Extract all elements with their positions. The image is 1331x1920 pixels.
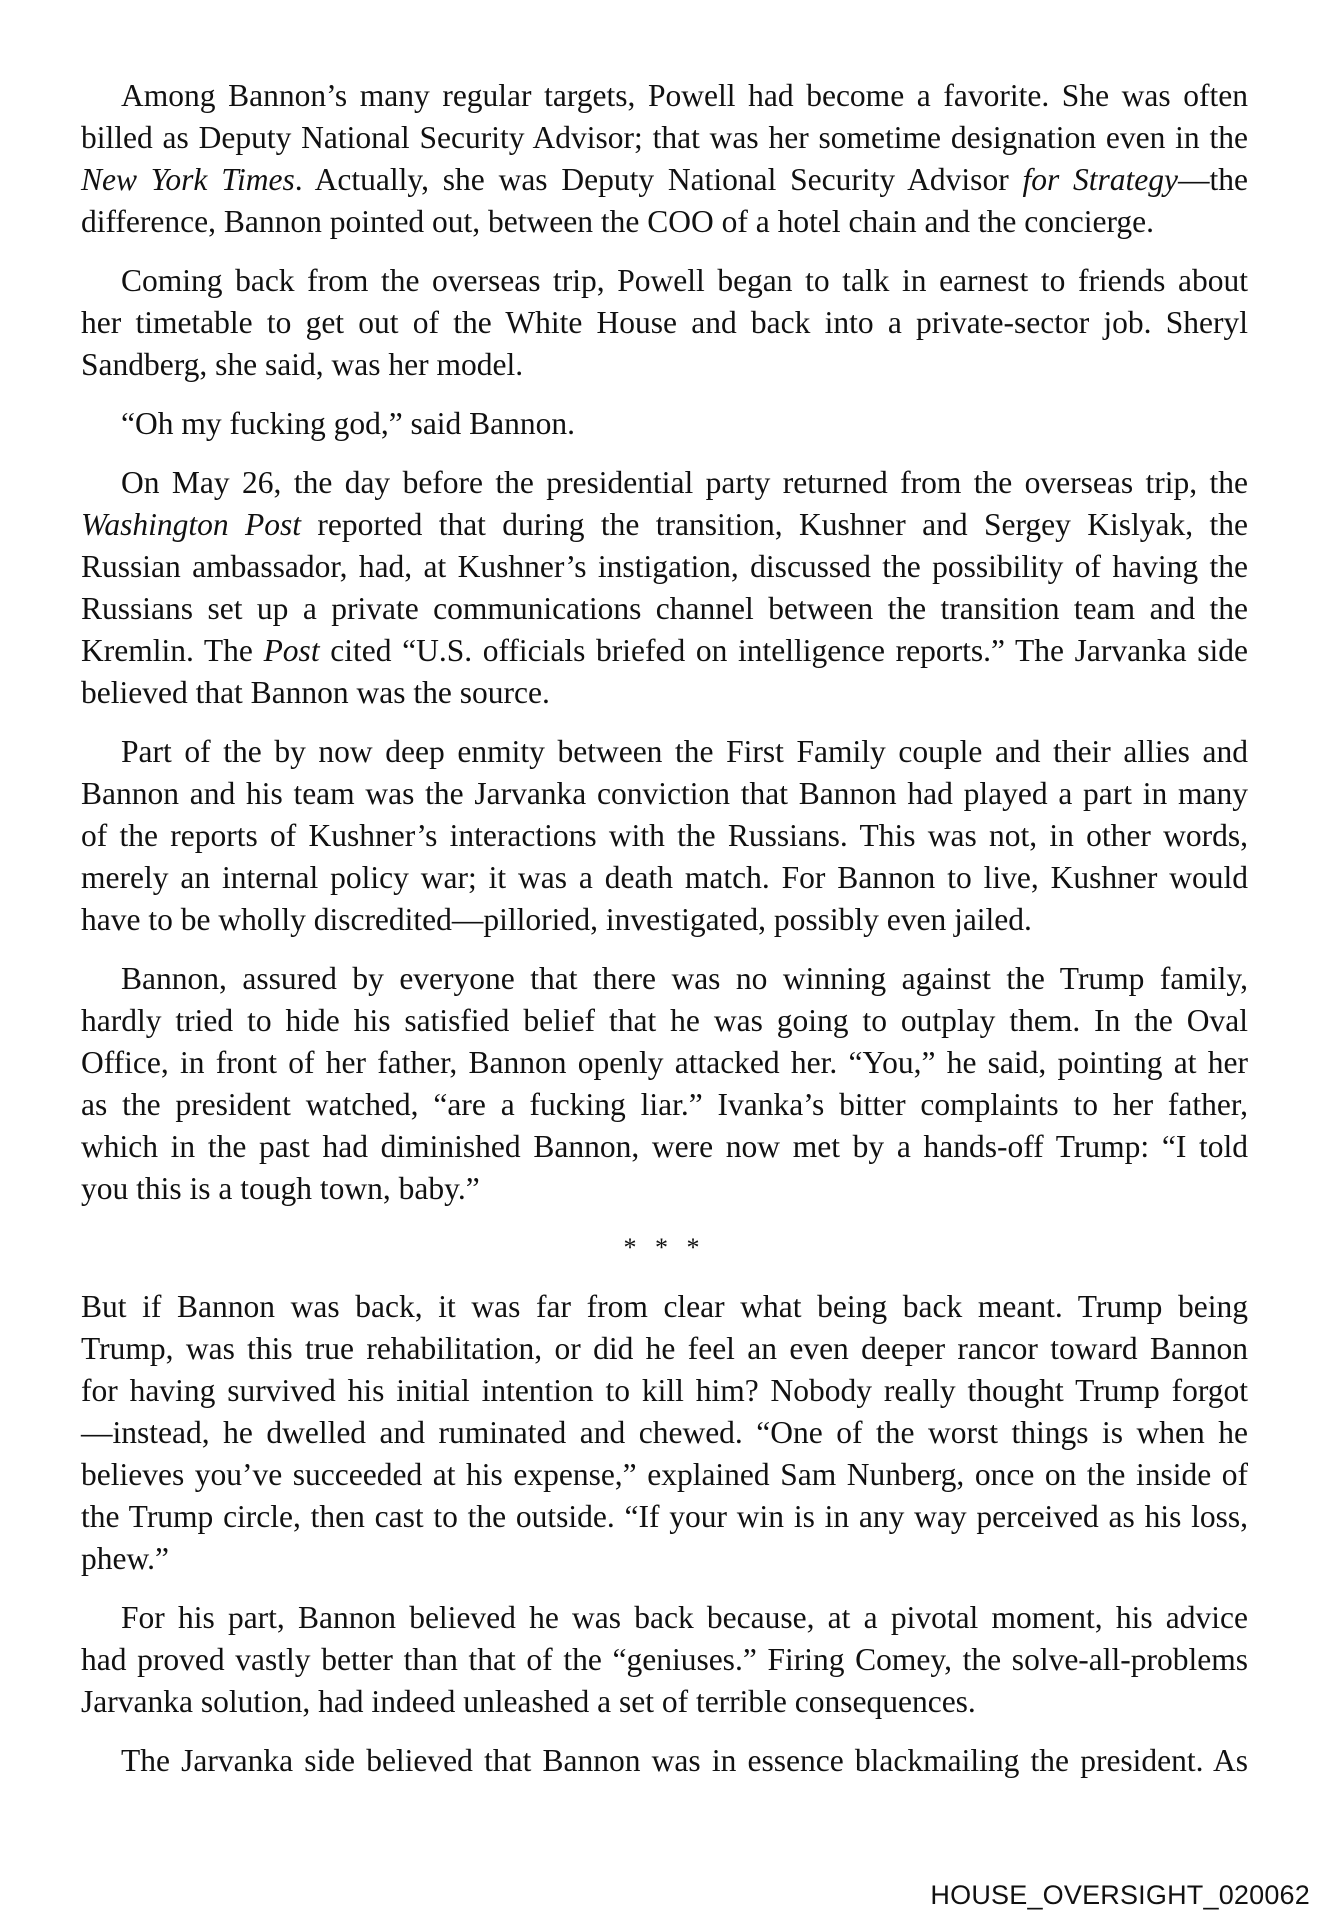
text-line [81,588,1248,630]
text-line [81,504,1248,546]
text-run: Bannon and his team was the Jarvanka conviction that Bannon had played a part in many [81,776,1248,811]
text-run: Among Bannon’s many regular targets, Powell had become a favorite. She was often [121,78,1248,113]
text-line [81,1639,1248,1681]
text-line [81,731,1248,773]
text-line [81,1597,1248,1639]
text-run: cited “U.S. officials briefed on intelligence reports.” The Jarvanka side [319,633,1248,668]
text-run: Jarvanka solution, had indeed unleashed a set of terrible consequences. [81,1684,976,1719]
text-run: merely an internal policy war; it was a death match. For Bannon to live, Kushner would [81,860,1248,895]
text-run: Bannon, assured by everyone that there was no winning against the Trump family, [121,961,1248,996]
italic-title: Washington Post [81,507,301,542]
text-line [81,1042,1248,1084]
text-line [81,1412,1248,1454]
text-line [81,1681,1248,1723]
italic-title: Post [263,633,320,668]
bates-number-footer: HOUSE_OVERSIGHT_020062 [930,1880,1310,1910]
text-line [81,344,1248,386]
text-run: had proved vastly better than that of the “geniuses.” Firing Comey, the solve-all-problems [81,1642,1248,1677]
text-run: The Jarvanka side believed that Bannon was in essence blackmailing the president. As [121,1743,1248,1778]
text-line [81,857,1248,899]
text-line [81,117,1248,159]
paragraph [81,1597,1248,1723]
paragraph [81,1740,1248,1782]
text-line [81,899,1248,941]
text-run: for having survived his initial intention to kill him? Nobody really thought Trump forgot [81,1373,1248,1408]
text-line [81,773,1248,815]
paragraph [81,1286,1248,1580]
text-run: billed as Deputy National Security Advisor; that was her sometime designation even in the [81,120,1248,155]
text-run: as the president watched, “are a fucking liar.” Ivanka’s bitter complaints to her father, [81,1087,1248,1122]
paragraph [81,403,1248,445]
text-line [81,1496,1248,1538]
text-run: Russian ambassador, had, at Kushner’s instigation, discussed the possibility of having the [81,549,1248,584]
text-line [81,546,1248,588]
text-line [81,1328,1248,1370]
text-line [81,958,1248,1000]
paragraph [81,462,1248,714]
text-run: believed that Bannon was the source. [81,675,550,710]
text-line [81,1000,1248,1042]
text-run: But if Bannon was back, it was far from clear what being back meant. Trump being [81,1289,1248,1324]
text-line [81,630,1248,672]
text-run: which in the past had diminished Bannon, were now met by a hands-off Trump: “I told [81,1129,1248,1164]
text-line [81,403,1248,445]
text-line [81,1084,1248,1126]
section-before-break [81,75,1248,1210]
section-after-break [81,1286,1248,1782]
text-run: her timetable to get out of the White House and back into a private-sector job. Sheryl [81,305,1248,340]
paragraph [81,260,1248,386]
text-line [81,1454,1248,1496]
text-line [81,672,1248,714]
italic-title: New York Times [81,162,295,197]
text-run: have to be wholly discredited—pilloried, investigated, possibly even jailed. [81,902,1032,937]
paragraph [81,75,1248,243]
body-text [81,75,1248,1799]
text-line [81,201,1248,243]
text-line [81,1286,1248,1328]
text-line [81,1538,1248,1580]
section-break-separator: * * * [623,1233,706,1262]
text-run: Coming back from the overseas trip, Powell began to talk in earnest to friends about [121,263,1248,298]
text-line [81,462,1248,504]
text-run: Trump, was this true rehabilitation, or did he feel an even deeper rancor toward Bannon [81,1331,1248,1366]
text-run: —instead, he dwelled and ruminated and chewed. “One of the worst things is when he [81,1415,1248,1450]
text-run: For his part, Bannon believed he was back because, at a pivotal moment, his advice [121,1600,1248,1635]
text-run: reported that during the transition, Kushner and Sergey Kislyak, the [301,507,1248,542]
text-line [81,159,1248,201]
text-run: Part of the by now deep enmity between the First Family couple and their allies and [121,734,1248,769]
text-line [81,302,1248,344]
text-line [81,815,1248,857]
text-run: Sandberg, she said, was her model. [81,347,524,382]
text-run: Russians set up a private communications channel between the transition team and the [81,591,1248,626]
text-run: believes you’ve succeeded at his expense,” explained Sam Nunberg, once on the inside of [81,1457,1248,1492]
text-run: “Oh my fucking god,” said Bannon. [121,406,576,441]
paragraph [81,731,1248,941]
text-run: Kremlin. The [81,633,264,668]
text-run: phew.” [81,1541,170,1576]
text-run: difference, Bannon pointed out, between the COO of a hotel chain and the concierge. [81,204,1154,239]
text-run: On May 26, the day before the presidential party returned from the overseas trip, the [121,465,1248,500]
text-line [81,1168,1248,1210]
text-line [81,1740,1248,1782]
italic-title: for Strategy [1022,162,1179,197]
text-line [81,1370,1248,1412]
text-run: of the reports of Kushner’s interactions with the Russians. This was not, in other words, [81,818,1248,853]
text-run: you this is a tough town, baby.” [81,1171,480,1206]
text-line [81,1126,1248,1168]
text-line [81,75,1248,117]
text-run: . Actually, she was Deputy National Security Advisor [294,162,1023,197]
text-run: —the [1178,162,1249,197]
paragraph [81,958,1248,1210]
text-run: Office, in front of her father, Bannon openly attacked her. “You,” he said, pointing at her [81,1045,1248,1080]
text-run: hardly tried to hide his satisfied belief that he was going to outplay them. In the Oval [81,1003,1248,1038]
text-run: the Trump circle, then cast to the outside. “If your win is in any way perceived as his loss, [81,1499,1248,1534]
text-line [81,260,1248,302]
